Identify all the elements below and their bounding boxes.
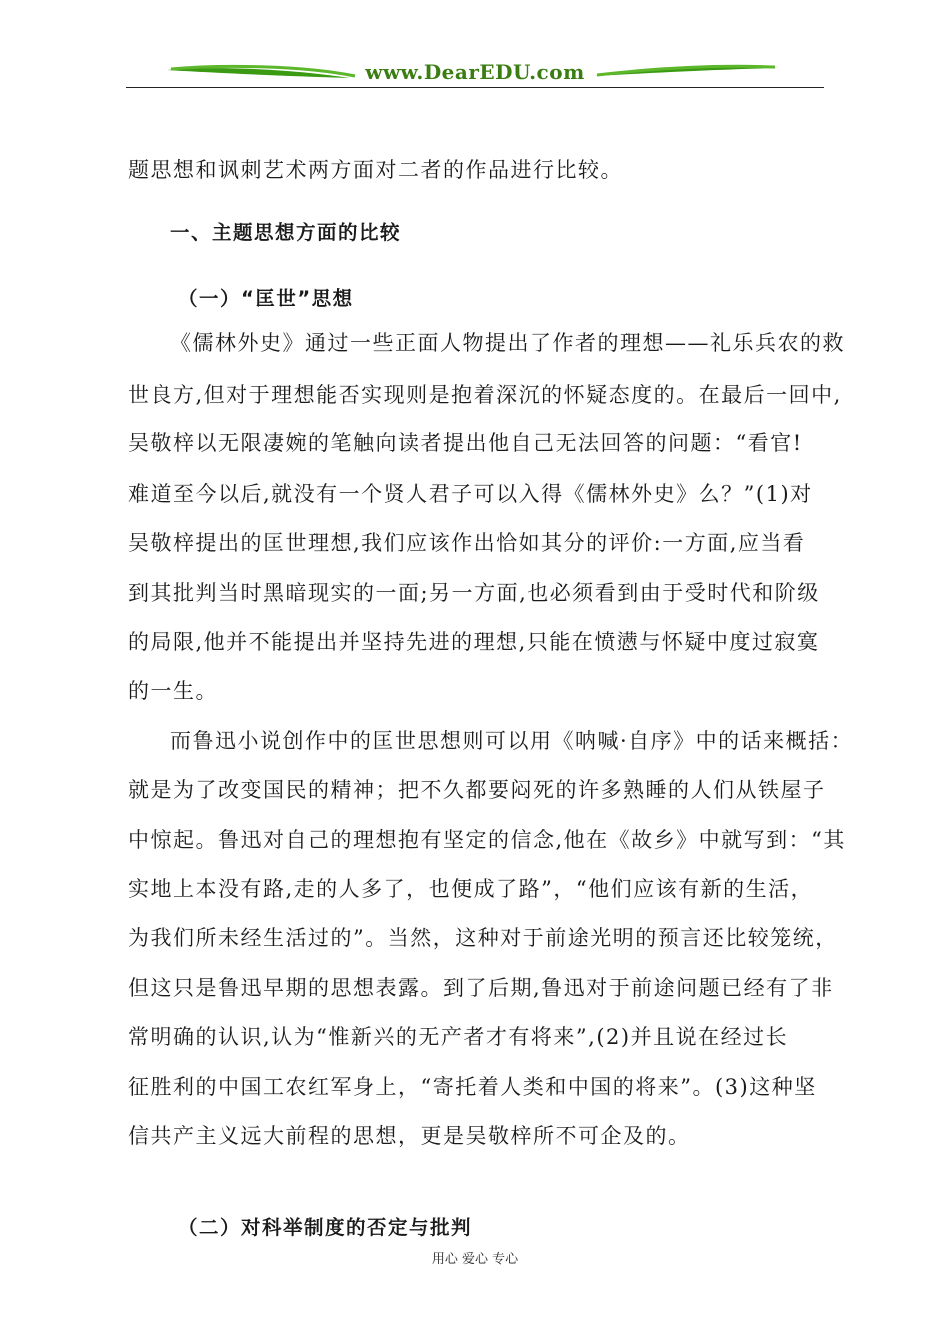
paragraph-line: 的一生。 <box>128 679 218 703</box>
section-heading: 一、主题思想方面的比较 <box>170 221 402 244</box>
paragraph-line: 中惊起。鲁迅对自己的理想抱有坚定的信念,他在《故乡》中就写到：“其 <box>128 828 846 852</box>
paragraph-line: 的局限,他并不能提出并坚持先进的理想,只能在愤懑与怀疑中度过寂寞 <box>128 630 820 654</box>
paragraph-line: 信共产主义远大前程的思想，更是吴敬梓所不可企及的。 <box>128 1124 691 1148</box>
paragraph-line: 世良方,但对于理想能否实现则是抱着深沉的怀疑态度的。在最后一回中, <box>128 383 842 407</box>
paragraph-line: 但这只是鲁迅早期的思想表露。到了后期,鲁迅对于前途问题已经有了非 <box>128 976 834 1000</box>
paragraph-line: 就是为了改变国民的精神；把不久都要闷死的许多熟睡的人们从铁屋子 <box>128 778 826 802</box>
paragraph-line: 征胜利的中国工农红军身上，“寄托着人类和中国的将来”。(3)这种坚 <box>128 1075 817 1099</box>
page-header <box>0 0 950 95</box>
paragraph-line: 《儒林外史》通过一些正面人物提出了作者的理想——礼乐兵农的救 <box>170 331 845 355</box>
paragraph-line: 到其批判当时黑暗现实的一面;另一方面,也必须看到由于受时代和阶级 <box>128 581 820 605</box>
paragraph-line: 实地上本没有路,走的人多了，也便成了路”，“他们应该有新的生活， <box>128 877 814 901</box>
subsection-heading: （二）对科举制度的否定与批判 <box>178 1216 473 1239</box>
site-logo[interactable]: www.DearEDU.com <box>365 60 585 84</box>
paragraph-line: 难道至今以后,就没有一个贤人君子可以入得《儒林外史》么？”(1)对 <box>128 482 813 506</box>
header-divider <box>126 87 824 88</box>
page-footer: 用心 爱心 专心 <box>431 1252 519 1267</box>
subsection-heading: （一）“匡世”思想 <box>178 287 354 310</box>
paragraph-line: 为我们所未经生活过的”。当然，这种对于前途光明的预言还比较笼统， <box>128 926 838 950</box>
paragraph-line: 常明确的认识,认为“惟新兴的无产者才有将来”,(2)并且说在经过长 <box>128 1025 789 1049</box>
paragraph-line: 吴敬梓提出的匡世理想,我们应该作出恰如其分的评价:一方面,应当看 <box>128 531 806 555</box>
paragraph-line: 题思想和讽刺艺术两方面对二者的作品进行比较。 <box>128 158 623 182</box>
paragraph-line: 而鲁迅小说创作中的匡世思想则可以用《呐喊·自序》中的话来概括： <box>170 729 854 753</box>
paragraph-line: 吴敬梓以无限凄婉的笔触向读者提出他自己无法回答的问题：“看官! <box>128 431 803 455</box>
